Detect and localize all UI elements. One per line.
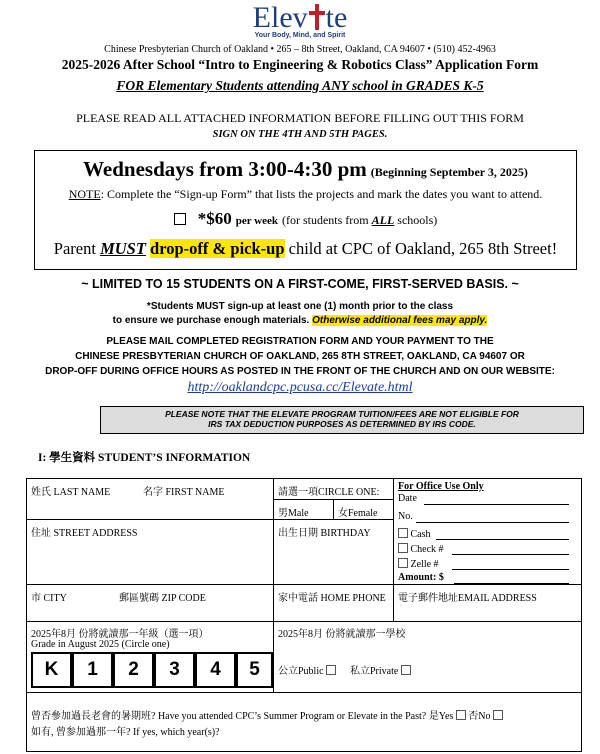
students-post: schools) xyxy=(394,213,438,227)
office-use-label: For Office Use Only xyxy=(398,481,484,492)
home-phone-field[interactable] xyxy=(273,584,394,622)
office-date-label: Date xyxy=(398,493,417,504)
city-label: 市 CITY xyxy=(31,593,67,604)
email-label: 電子郵件地址EMAIL ADDRESS xyxy=(398,593,537,604)
office-no-label: No. xyxy=(398,511,413,522)
mail-line3: DROP-OFF DURING OFFICE HOURS AS POSTED IN THE FRONT OF THE CHURCH AND ON OUR WEBSITE: xyxy=(45,366,555,377)
public-checkbox-icon[interactable] xyxy=(326,665,336,675)
form-title: 2025-2026 After School “Intro to Engineering & Robotics Class” Application Form xyxy=(61,57,539,72)
grade-1-option[interactable]: 1 xyxy=(72,652,113,688)
website-link[interactable]: http://oaklandcpc.pcusa.cc/Elevate.html xyxy=(187,380,413,395)
grade-4-option[interactable]: 4 xyxy=(195,652,236,688)
street-address-field[interactable] xyxy=(26,519,274,585)
attended-yes-checkbox-icon[interactable] xyxy=(456,710,466,720)
private-checkbox-icon[interactable] xyxy=(401,665,411,675)
male-label: 男Male xyxy=(278,508,309,519)
email-field[interactable] xyxy=(393,584,582,622)
grade-k-option[interactable]: K xyxy=(31,652,72,688)
schedule-box xyxy=(34,150,577,270)
check-label: Check # xyxy=(410,544,444,555)
note-text: : Complete the “Sign-up Form” that lists the projects and mark the dates you want to attend. xyxy=(100,187,543,201)
birthday-label: 出生日期 BIRTHDAY xyxy=(278,528,371,539)
parent-dropoff: drop-off & pick-up xyxy=(150,239,285,258)
attended-no-checkbox-icon[interactable] xyxy=(493,710,503,720)
attended-no-label: 否No xyxy=(468,711,491,722)
school-label: 2025年8月 份將就讀那一學校 xyxy=(278,629,406,640)
grade-2-option[interactable]: 2 xyxy=(113,652,154,688)
grade-cn-label: 2025年8月 份將就讀那一年級（選一項） xyxy=(31,629,209,640)
signup-fees: Otherwise additional fees may apply. xyxy=(312,315,488,326)
signup-line1: *Students MUST sign-up at least one (1) month prior to the class xyxy=(146,301,454,312)
logo-text-right: te xyxy=(325,1,348,34)
phone-label: 家中電話 HOME PHONE xyxy=(278,593,386,604)
elevate-logo xyxy=(0,2,600,39)
amount-label: Amount: $ xyxy=(398,572,444,583)
public-label: 公立Public xyxy=(278,666,324,677)
tax-note-box xyxy=(100,406,584,434)
form-subtitle: FOR Elementary Students attending ANY school in GRADES K-5 xyxy=(116,78,484,93)
zip-label: 郵區號碼 ZIP CODE xyxy=(119,593,206,604)
school-field[interactable] xyxy=(273,621,582,693)
schedule-begin: (Beginning September 3, 2025) xyxy=(370,165,528,179)
tax-line2: IRS TAX DEDUCTION PURPOSES AS DETERMINED BY IRS CODE. xyxy=(208,419,476,429)
cross-icon xyxy=(309,4,325,30)
street-label: 住址 STREET ADDRESS xyxy=(31,528,138,539)
check-checkbox-icon[interactable] xyxy=(398,543,408,553)
grade-5-option[interactable]: 5 xyxy=(236,652,273,688)
parent-post: child at CPC of Oakland, 265 8th Street! xyxy=(284,239,558,258)
tax-line1: PLEASE NOTE THAT THE ELEVATE PROGRAM TUITION/FEES ARE NOT ELIGIBLE FOR xyxy=(165,409,519,419)
grade-en-label: Grade in August 2025 (Circle one) xyxy=(31,639,170,650)
cash-checkbox-icon[interactable] xyxy=(398,528,408,538)
church-info: Chinese Presbyterian Church of Oakland • 265 – 8th Street, Oakland, CA 94607 • (510) 452-4963 xyxy=(104,44,496,55)
read-notice: PLEASE READ ALL ATTACHED INFORMATION BEFORE FILLING OUT THIS FORM xyxy=(76,111,524,125)
mail-line2: CHINESE PRESBYTERIAN CHURCH OF OAKLAND, 265 8TH STREET, OAKLAND, CA 94607 OR xyxy=(75,351,525,362)
last-name-label: 姓氏 LAST NAME xyxy=(31,487,111,498)
circle-one-label: 請選一項CIRCLE ONE: xyxy=(278,487,380,498)
note-label: NOTE xyxy=(68,187,101,201)
office-use-box xyxy=(393,478,582,585)
schedule-time: Wednesdays from 3:00-4:30 pm xyxy=(83,157,367,181)
logo-text-left: Elev xyxy=(252,1,308,34)
first-name-label: 名字 FIRST NAME xyxy=(143,487,225,498)
which-year-label: 如有, 曾参加過那一年? If yes, which year(s)? xyxy=(31,727,220,738)
logo-tagline: Your Body, Mind, and Spirit xyxy=(254,32,346,39)
city-zip-field[interactable] xyxy=(26,584,274,622)
signup-line2: to ensure we purchase enough materials. xyxy=(112,315,313,326)
attended-field[interactable] xyxy=(26,692,582,752)
section-heading: I: 學生資料 STUDENT’S INFORMATION xyxy=(38,452,251,464)
students-pre: (for students from xyxy=(281,213,372,227)
male-option[interactable] xyxy=(273,499,334,520)
birthday-field[interactable] xyxy=(273,519,394,585)
female-option[interactable] xyxy=(333,499,394,520)
price: *$60 xyxy=(197,209,232,228)
limit-notice: ~ LIMITED TO 15 STUDENTS ON A FIRST-COME, FIRST-SERVED BASIS. ~ xyxy=(81,277,519,291)
sign-notice: SIGN ON THE 4TH AND 5TH PAGES. xyxy=(212,129,388,140)
zelle-checkbox-icon[interactable] xyxy=(398,558,408,568)
students-all: ALL xyxy=(371,213,395,227)
grade-3-option[interactable]: 3 xyxy=(154,652,195,688)
per-week: per week xyxy=(235,215,278,227)
gender-header xyxy=(273,478,394,500)
zelle-label: Zelle # xyxy=(410,559,439,570)
private-label: 私立Private xyxy=(350,666,399,677)
parent-pre: Parent xyxy=(53,239,101,258)
attended-label: 曾否參加過長老會的暑期班? Have you attended CPC’s Summer Program or Elevate in the Past? 是Yes xyxy=(31,711,454,722)
mail-line1: PLEASE MAIL COMPLETED REGISTRATION FORM AND YOUR PAYMENT TO THE xyxy=(106,336,494,347)
parent-must: MUST xyxy=(100,239,146,258)
last-first-name-field[interactable] xyxy=(26,478,274,520)
price-checkbox-icon xyxy=(174,213,186,225)
female-label: 女Female xyxy=(338,508,378,519)
cash-label: Cash xyxy=(410,529,431,540)
